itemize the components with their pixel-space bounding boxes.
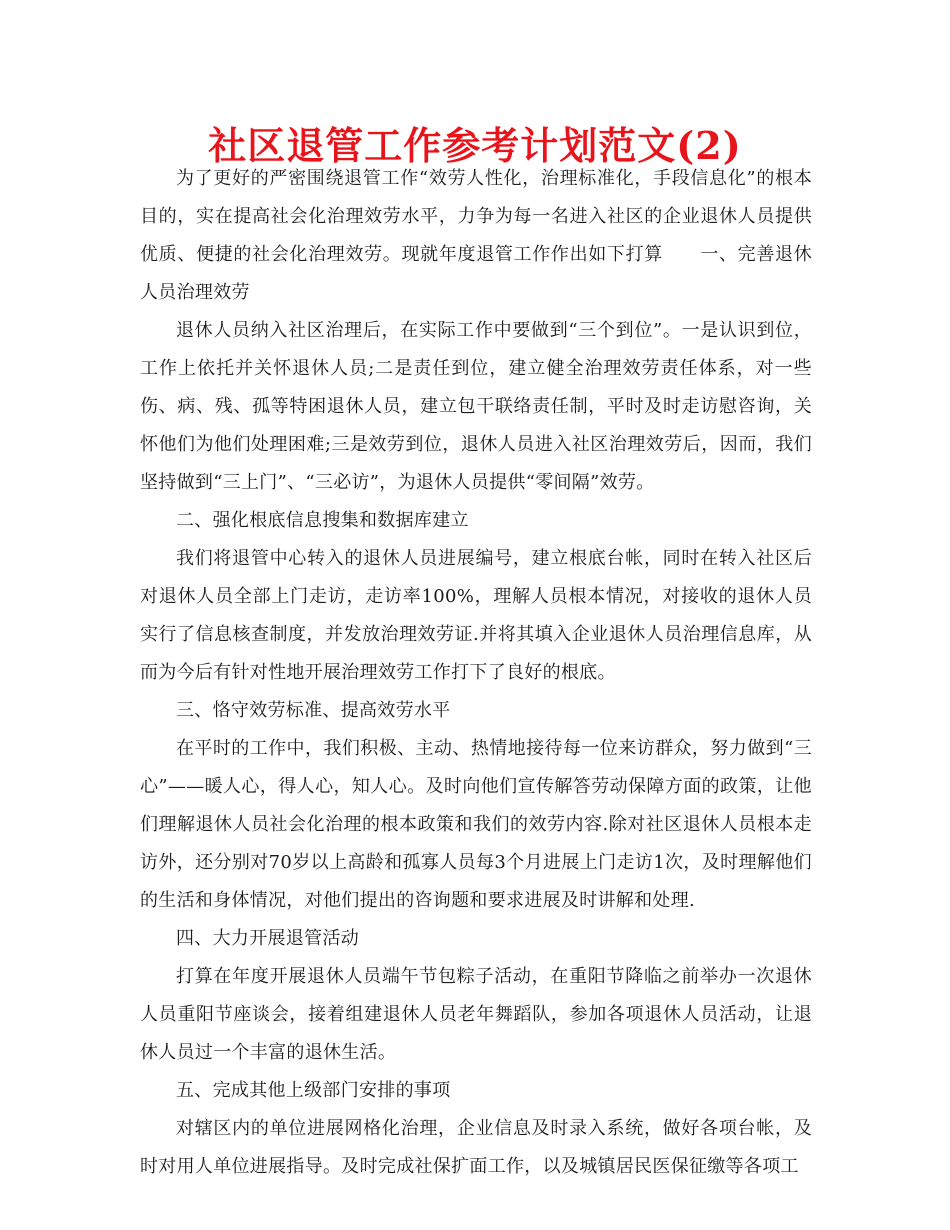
document-body <box>140 160 812 1186</box>
paragraph-intro: 为了更好的严密围绕退管工作“效劳人性化，治理标准化，手段信息化”的根本目的，实在提高社会化治理效劳水平，力争为每一名进入社区的企业退休人员提供优质、便捷的社会化治理效劳。现就年度退管工作作出如下打算 一、完善退休人员治理效劳 <box>140 168 812 303</box>
document-title: 社区退管工作参考计划范文(2) <box>208 123 742 168</box>
paragraph-service-standard: 在平时的工作中，我们积极、主动、热情地接待每一位来访群众，努力做到“三心”——暖人心，得人心，知人心。及时向他们宣传解答劳动保障方面的政策，让他们理解退休人员社会化治理的根本政策和我们的效劳内容.除对社区退休人员根本走访外，还分别对70岁以上高龄和孤寡人员每3个月进展上门走访1次，及时理解他们的生活和身体情况，对他们提出的咨询题和要求进展及时讲解和处理. <box>140 738 812 911</box>
paragraph-other-tasks: 对辖区内的单位进展网格化治理，企业信息及时录入系统，做好各项台帐，及时对用人单位进展指导。及时完成社保扩面工作，以及城镇居民医保征缴等各项工 <box>140 1118 812 1177</box>
paragraph-activities: 打算在年度开展退休人员端午节包粽子活动，在重阳节降临之前举办一次退休人员重阳节座谈会，接着组建退休人员老年舞蹈队，参加各项退休人员活动，让退休人员过一个丰富的退休生活。 <box>140 966 812 1063</box>
section-heading-5: 五、完成其他上级部门安排的事项 <box>176 1080 451 1101</box>
paragraph-three-in-place: 退休人员纳入社区治理后，在实际工作中要做到“三个到位”。一是认识到位，工作上依托并关怀退休人员;二是责任到位，建立健全治理效劳责任体系，对一些伤、病、残、孤等特困退休人员，建立包干联络责任制，平时及时走访慰咨询，关怀他们为他们处理困难;三是效劳到位，退休人员进入社区治理效劳后，因而，我们坚持做到“三上门”、“三必访”，为退休人员提供“零间隔”效劳。 <box>140 320 812 493</box>
paragraph-database: 我们将退管中心转入的退休人员进展编号，建立根底台帐，同时在转入社区后对退休人员全部上门走访，走访率100%，理解人员根本情况，对接收的退休人员实行了信息核查制度，并发放治理效劳证.并将其填入企业退休人员治理信息库，从而为今后有针对性地开展治理效劳工作打下了良好的根底。 <box>140 548 812 683</box>
section-heading-3: 三、恪守效劳标准、提高效劳水平 <box>176 700 451 721</box>
section-heading-4: 四、大力开展退管活动 <box>176 928 359 949</box>
section-heading-2: 二、强化根底信息搜集和数据库建立 <box>176 510 469 531</box>
